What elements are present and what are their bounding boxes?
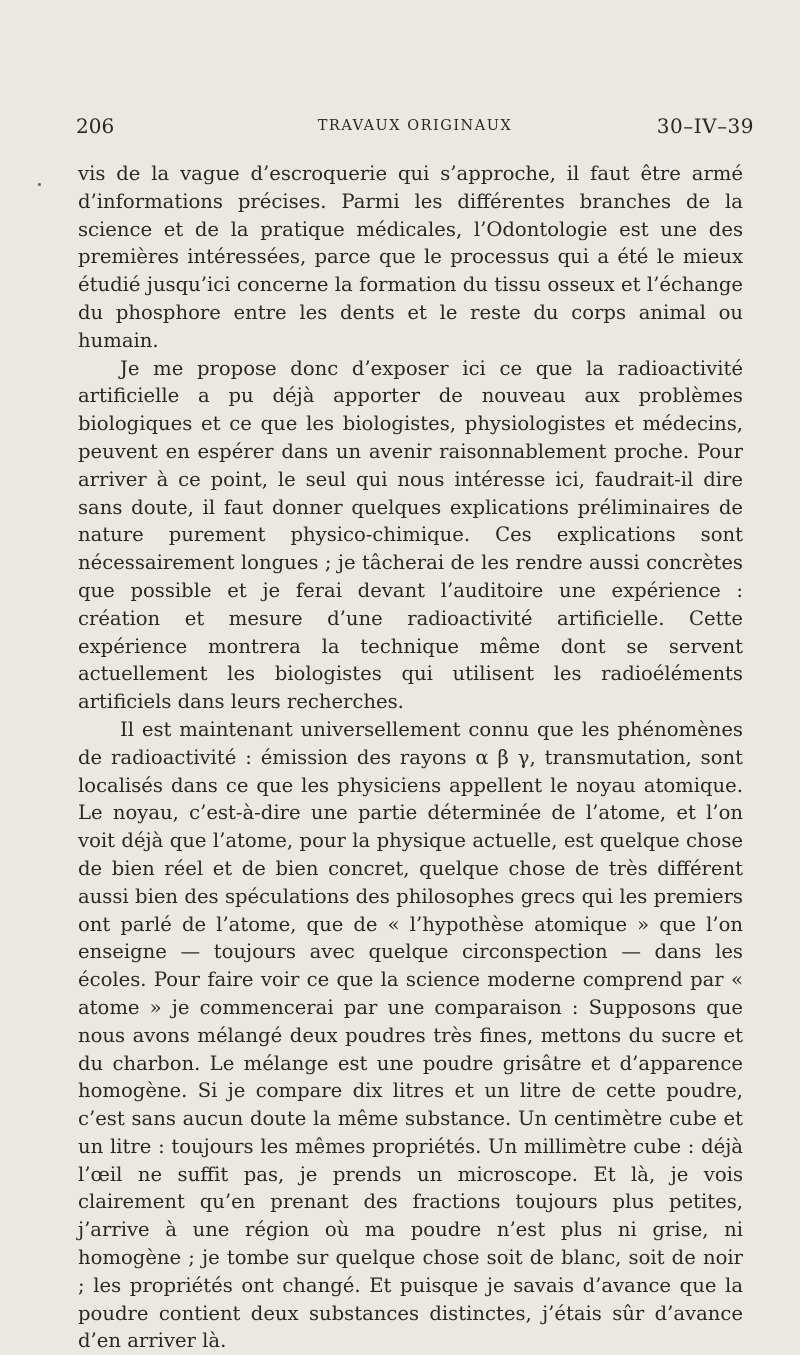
page-number: 206 — [76, 114, 115, 138]
running-head — [76, 114, 754, 144]
body-text — [78, 160, 743, 1355]
header-date: 30–IV–39 — [656, 114, 754, 138]
paragraph-atom-comparison: Il est maintenant universellement connu que les phénomènes de radioactivité : émission des rayons α β γ, transmutation, sont localisés dans ce que les physiciens appellent le noyau atomique. Le noyau, c’est-à-dire une partie déterminée de l’atome, et l’on voit déjà que l’atome, pour la physique actuelle, est quelque chose de bien réel et de bien concret, quelque chose de très différent aussi bien des spéculations des philosophes grecs qui les premiers ont parlé de l’atome, que de « l’hypothèse atomique » que l’on enseigne — toujours avec quelque circonspection — dans les écoles. Pour faire voir ce que la science moderne comprend par « atome » je commencerai par une comparaison : Supposons que nous avons mélangé deux poudres très fines, mettons du sucre et du charbon. Le mélange est une poudre grisâtre et d’apparence homogène. Si je compare dix litres et un litre de cette poudre, c’est sans aucun doute la même substance. Un centimètre cube et un litre : toujours les mêmes propriétés. Un millimètre cube : déjà l’œil ne suffit pas, je prends un microscope. Et là, je vois clairement qu’en prenant des fractions toujours plus petites, j’arrive à une région où ma poudre n’est plus ni grise, ni homogène ; je tombe sur quelque chose soit de blanc, soit de noir ; les propriétés ont changé. Et puisque je savais d’avance que la poudre contient deux substances distinctes, j’étais sûr d’avance d’en arriver là. — [78, 717, 743, 1353]
paragraph-radioactivity-intro: Je me propose donc d’exposer ici ce que la radioactivité artificielle a pu déjà apporter de nouveau aux problèmes biologiques et ce que les biologistes, physiologistes et médecins, peuvent en espérer dans un avenir raisonnablement proche. Pour arriver à ce point, le seul qui nous intéresse ici, faudrait-il dire sans doute, il faut donner quelques explications préliminaires de nature purement physico-chimique. Ces explications sont nécessairement longues ; je tâcherai de les rendre aussi concrètes que possible et je ferai devant l’auditoire une expérience : création et mesure d’une radioactivité artificielle. Cette expérience montrera la technique même dont se servent actuellement les biologistes qui utilisent les radioéléments artificiels dans leurs recherches. — [78, 356, 743, 714]
margin-mark — [38, 183, 41, 186]
running-title: TRAVAUX ORIGINAUX — [317, 118, 513, 134]
paragraph-continuation: vis de la vague d’escroquerie qui s’approche, il faut être armé d’informations précises. Parmi les différentes branches de la science et de la pratique médicales, l’Odontologie est une des premières intéressées, parce que le processus qui a été le mieux étudié jusqu’ici concerne la formation du tissu osseux et l’échange du phosphore entre les dents et le reste du corps animal ou humain. — [78, 162, 743, 352]
